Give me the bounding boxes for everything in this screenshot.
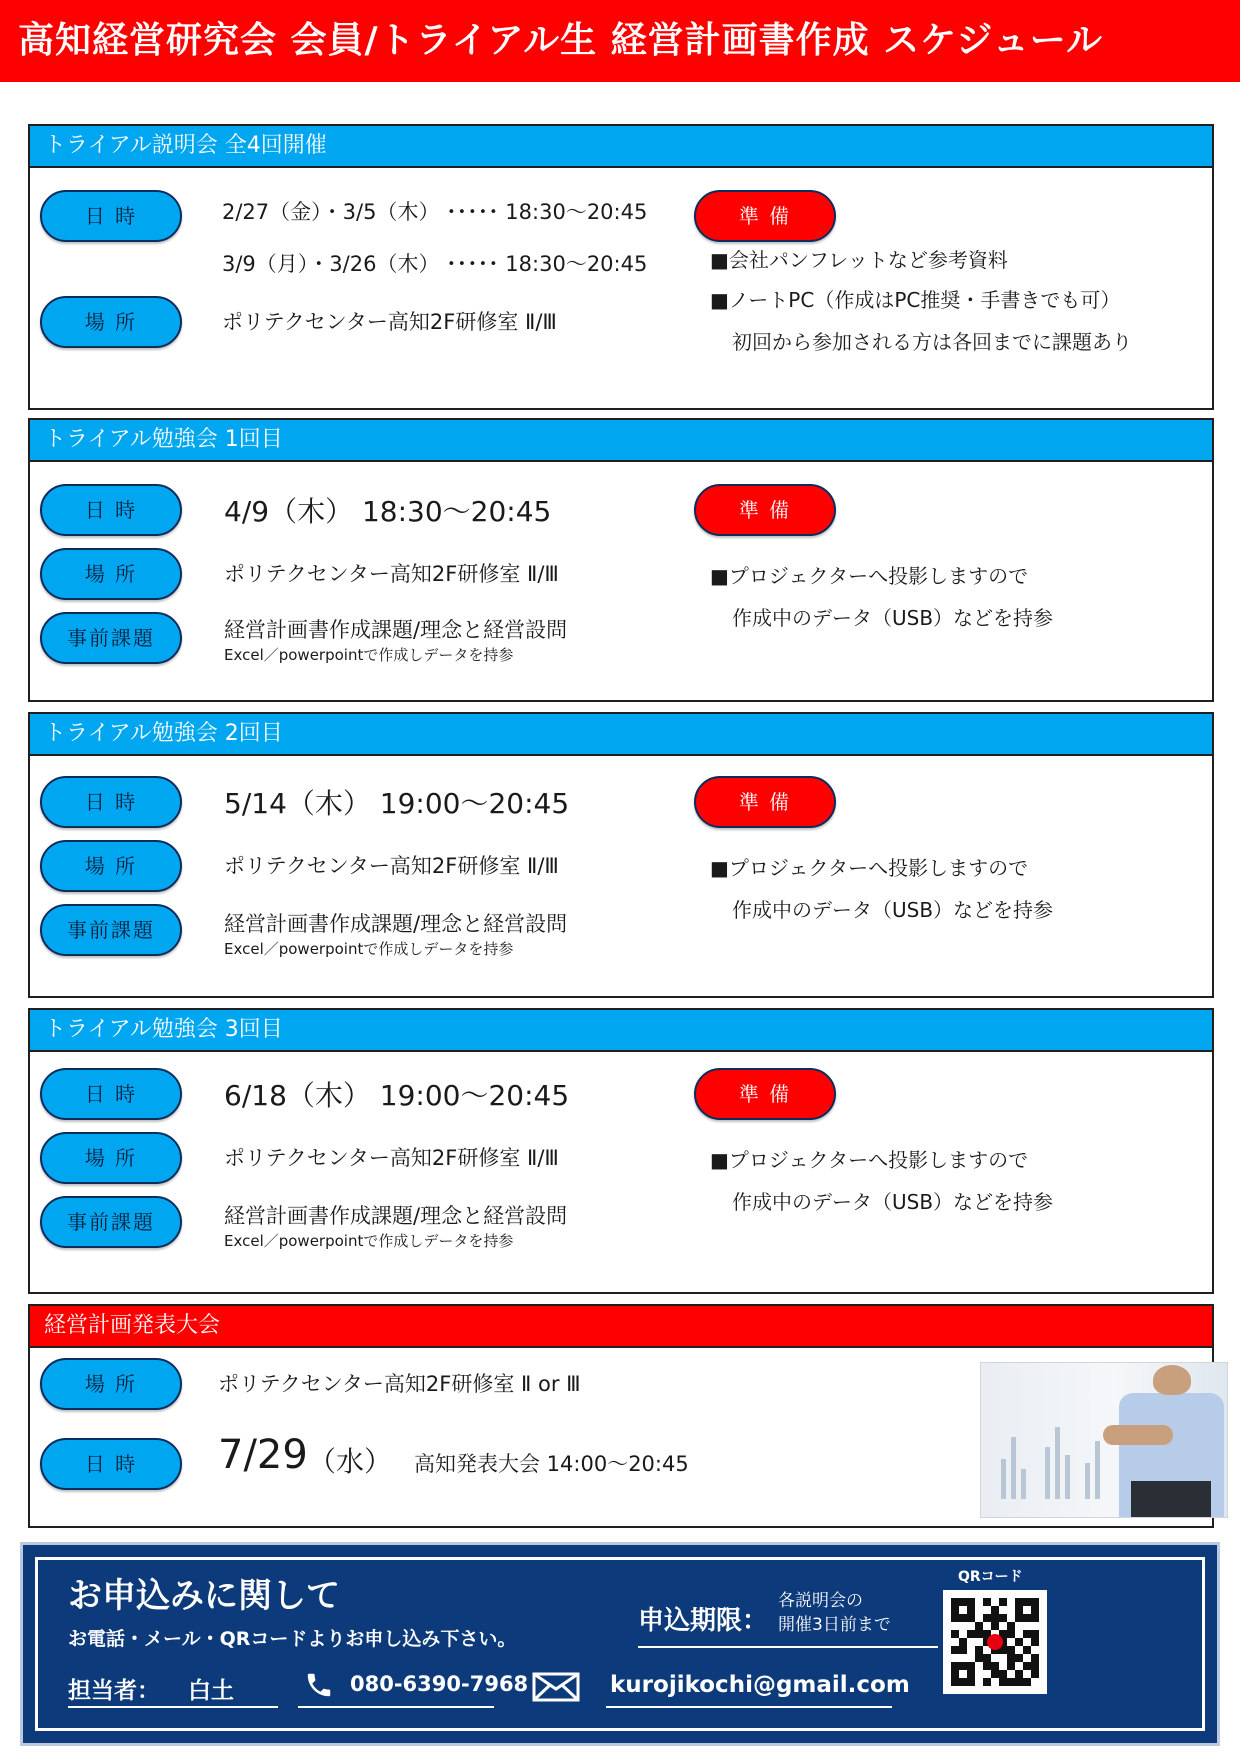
task-label-pill: 事前課題 xyxy=(40,904,182,956)
prep-item: 作成中のデータ（USB）などを持参 xyxy=(732,898,1054,922)
task-note: Excel／powerpointで作成しデータを持参 xyxy=(224,940,514,958)
prep-item: ■プロジェクターへ投影しますので xyxy=(710,564,1029,588)
prep-item: ■会社パンフレットなど参考資料 xyxy=(710,248,1008,272)
deadline-label: 申込期限： xyxy=(638,1606,769,1636)
place-text: ポリテクセンター高知2F研修室 Ⅱ/Ⅲ xyxy=(224,562,559,586)
phone-icon xyxy=(304,1670,334,1700)
prep-item: 初回から参加される方は各回までに課題あり xyxy=(732,330,1132,354)
section-title: トライアル勉強会 1回目 xyxy=(30,420,1212,462)
qr-code[interactable] xyxy=(943,1590,1047,1694)
section-title: トライアル勉強会 3回目 xyxy=(30,1010,1212,1052)
date-label-pill: 日 時 xyxy=(40,484,182,536)
place-label-pill: 場 所 xyxy=(40,548,182,600)
date-main: 7/29 xyxy=(218,1432,308,1478)
task-label-pill: 事前課題 xyxy=(40,612,182,664)
presentation-photo xyxy=(980,1362,1228,1518)
footer-subheading: お電話・メール・QRコードよりお申し込み下さい。 xyxy=(68,1628,517,1650)
section-study-3 xyxy=(28,1008,1214,1294)
date-line: 3/9（月）・3/26（木） ･････ 18:30～20:45 xyxy=(222,252,648,276)
date-label-pill: 日 時 xyxy=(40,1068,182,1120)
date-rest: 高知発表大会 14:00～20:45 xyxy=(414,1452,689,1476)
place-label-pill: 場 所 xyxy=(40,1132,182,1184)
application-footer xyxy=(20,1542,1220,1746)
date-text: 4/9（木） 18:30～20:45 xyxy=(224,495,552,528)
section-study-1 xyxy=(28,418,1214,702)
contact-label: 担当者： xyxy=(68,1678,160,1704)
task-text: 経営計画書作成課題/理念と経営設問 xyxy=(224,1204,568,1228)
place-text: ポリテクセンター高知2F研修室 Ⅱ or Ⅲ xyxy=(218,1372,581,1396)
deadline-line1: 各説明会の xyxy=(778,1591,863,1611)
date-weekday: （水） xyxy=(308,1445,393,1478)
prep-label-pill: 準 備 xyxy=(694,484,836,536)
prep-label-pill: 準 備 xyxy=(694,190,836,242)
task-text: 経営計画書作成課題/理念と経営設問 xyxy=(224,618,568,642)
place-text: ポリテクセンター高知2F研修室 Ⅱ/Ⅲ xyxy=(224,854,559,878)
section-title: トライアル勉強会 2回目 xyxy=(30,714,1212,756)
place-label-pill: 場 所 xyxy=(40,296,182,348)
qr-label: QRコード xyxy=(958,1569,1023,1585)
section-study-2 xyxy=(28,712,1214,998)
prep-item: 作成中のデータ（USB）などを持参 xyxy=(732,606,1054,630)
section-title: 経営計画発表大会 xyxy=(30,1306,1212,1348)
place-text: ポリテクセンター高知2F研修室 Ⅱ/Ⅲ xyxy=(224,1146,559,1170)
phone-number[interactable]: 080-6390-7968 xyxy=(350,1672,529,1696)
task-text: 経営計画書作成課題/理念と経営設問 xyxy=(224,912,568,936)
prep-item: ■プロジェクターへ投影しますので xyxy=(710,856,1029,880)
task-label-pill: 事前課題 xyxy=(40,1196,182,1248)
contact-name: 白土 xyxy=(188,1678,234,1704)
footer-heading: お申込みに関して xyxy=(68,1576,340,1616)
date-text: 5/14（木） 19:00～20:45 xyxy=(224,787,570,820)
deadline-line2: 開催3日前まで xyxy=(778,1615,891,1635)
page-title: 高知経営研究会 会員/トライアル生 経営計画書作成 スケジュール xyxy=(0,0,1240,82)
section-presentation xyxy=(28,1304,1214,1528)
date-label-pill: 日 時 xyxy=(40,776,182,828)
place-label-pill: 場 所 xyxy=(40,840,182,892)
email-address[interactable]: kurojikochi@gmail.com xyxy=(610,1672,910,1698)
section-trial-briefing xyxy=(28,124,1214,410)
prep-item: 作成中のデータ（USB）などを持参 xyxy=(732,1190,1054,1214)
mail-icon xyxy=(532,1672,580,1702)
task-note: Excel／powerpointで作成しデータを持参 xyxy=(224,646,514,664)
task-note: Excel／powerpointで作成しデータを持参 xyxy=(224,1232,514,1250)
date-text: 6/18（木） 19:00～20:45 xyxy=(224,1079,570,1112)
prep-item: ■ノートPC（作成はPC推奨・手書きでも可） xyxy=(710,288,1121,312)
date-label-pill: 日 時 xyxy=(40,190,182,242)
date-label-pill: 日 時 xyxy=(40,1438,182,1490)
prep-item: ■プロジェクターへ投影しますので xyxy=(710,1148,1029,1172)
prep-label-pill: 準 備 xyxy=(694,776,836,828)
prep-label-pill: 準 備 xyxy=(694,1068,836,1120)
place-text: ポリテクセンター高知2F研修室 Ⅱ/Ⅲ xyxy=(222,310,557,334)
place-label-pill: 場 所 xyxy=(40,1358,182,1410)
date-line: 2/27（金）・3/5（木） ･････ 18:30～20:45 xyxy=(222,200,648,224)
section-title: トライアル説明会 全4回開催 xyxy=(30,126,1212,168)
